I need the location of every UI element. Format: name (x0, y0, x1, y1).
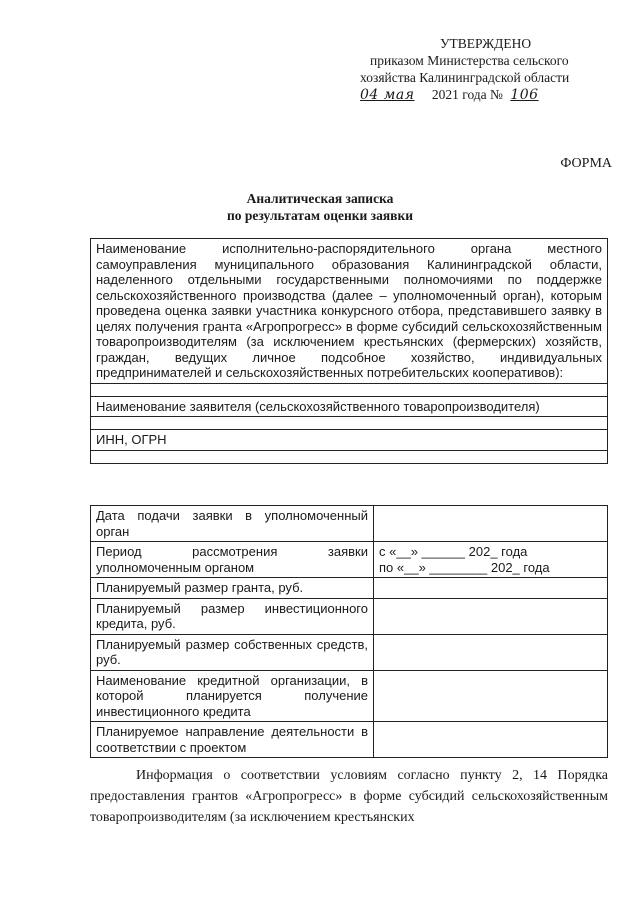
handwritten-date: 04 мая (360, 87, 415, 103)
submission-date-label: Дата подачи заявки в уполномоченный орган (91, 506, 374, 542)
own-funds-label: Планируемый размер собственных средств, руб. (91, 634, 374, 670)
own-funds-value[interactable] (374, 634, 608, 670)
table-row (91, 506, 608, 542)
applicant-name-label: Наименование заявителя (сельскохозяйственного товаропроизводителя) (91, 396, 608, 417)
inn-ogrn-value-cell[interactable] (91, 450, 608, 463)
title-line-1: Аналитическая записка (246, 191, 394, 206)
application-details-table (90, 505, 608, 758)
activity-direction-label: Планируемое направление деятельности в соответствии с проектом (91, 722, 374, 758)
approval-block (360, 35, 620, 104)
title-line-2: по результатам оценки заявки (226, 208, 414, 223)
table-row (91, 634, 608, 670)
compliance-paragraph: Информация о соответствии условиям согласно пункту 2, 14 Порядка предоставления грантов «Агропрогресс» в форме субсидий сельскохозяйственным товаропроизводителям (за исключением крестьянских (90, 768, 608, 825)
approval-year-text: 2021 года № (431, 87, 503, 102)
approval-order-line: приказом Министерства сельского (370, 53, 569, 68)
approval-heading: УТВЕРЖДЕНО (440, 36, 532, 51)
credit-amount-value[interactable] (374, 598, 608, 634)
authority-value-cell[interactable] (91, 383, 608, 396)
review-period-label: Период рассмотрения заявки уполномоченным органом (91, 542, 374, 578)
inn-ogrn-label: ИНН, ОГРН (91, 430, 608, 451)
activity-direction-value[interactable] (374, 722, 608, 758)
grant-amount-value[interactable] (374, 578, 608, 599)
bank-name-value[interactable] (374, 670, 608, 722)
table-row (91, 722, 608, 758)
applicant-name-value-cell[interactable] (91, 417, 608, 430)
table-row (91, 598, 608, 634)
table-row (91, 542, 608, 578)
credit-amount-label: Планируемый размер инвестиционного кредита, руб. (91, 598, 374, 634)
table-row (91, 670, 608, 722)
authority-description-cell: Наименование исполнительно-распорядительного органа местного самоуправления муниципального образования Калининградской области, наделенного отдельными государственными полномочиями по поддержке сельскохозяйственного производства (далее – уполномоченный орган), которым проведена оценка заявки участника конкурсного отбора, представившего заявку в целях получения гранта «Агропрогресс» в форме субсидий сельскохозяйственным товаропроизводителям (за исключением крестьянских (фермерских) хозяйств, граждан, ведущих личное подсобное хозяйство, индивидуальных предпринимателей и сельскохозяйственных потребительских кооперативов): (91, 239, 608, 384)
form-label: ФОРМА (560, 156, 612, 171)
handwritten-number: 106 (510, 87, 539, 103)
review-period-value[interactable]: с «__» ______ 202_ года по «__» ________ 202_ года (374, 542, 608, 578)
grant-amount-label: Планируемый размер гранта, руб. (91, 578, 374, 599)
table-row (91, 578, 608, 599)
submission-date-value[interactable] (374, 506, 608, 542)
document-title (0, 190, 640, 224)
applicant-info-table (90, 238, 608, 464)
bank-name-label: Наименование кредитной организации, в которой планируется получение инвестиционного кредита (91, 670, 374, 722)
approval-ministry-line: хозяйства Калининградской области (360, 70, 570, 85)
